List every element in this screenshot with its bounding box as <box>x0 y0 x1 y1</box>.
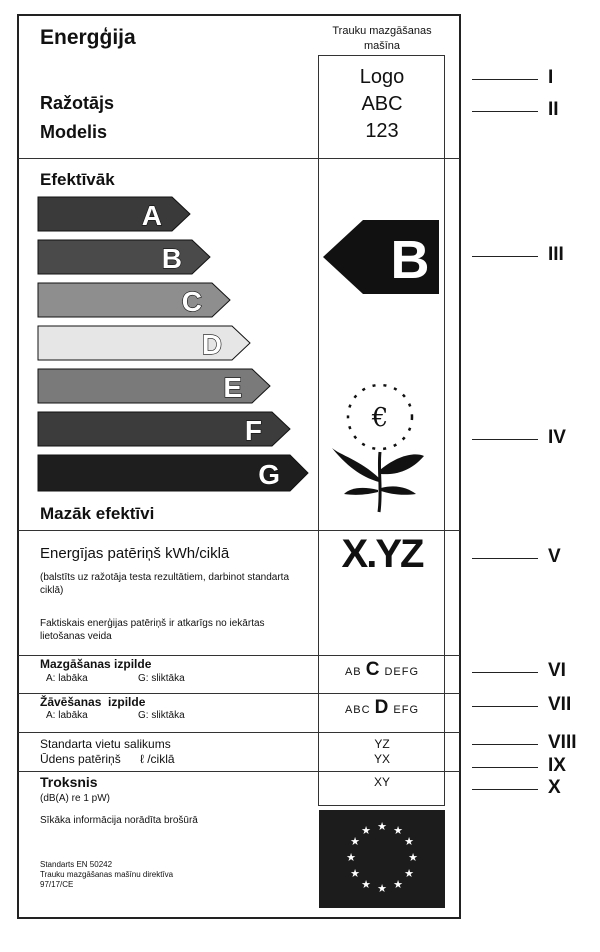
marker-viii: VIII <box>548 732 577 753</box>
standard-info <box>40 860 173 890</box>
consumption-title: Energījas patēriņš kWh/ciklā <box>40 545 230 562</box>
efficiency-bar-a <box>38 197 190 231</box>
svg-text:★: ★ <box>404 867 414 880</box>
model-value: 123 <box>365 120 399 142</box>
efficiency-bar-b <box>38 240 210 274</box>
svg-text:★: ★ <box>393 824 403 837</box>
water-unit: ℓ /ciklā <box>140 752 175 766</box>
pointer-line <box>472 744 538 745</box>
pointer-line <box>472 706 538 707</box>
efficiency-bar-d <box>38 326 250 360</box>
efficiency-bar-g <box>38 455 308 491</box>
svg-text:★: ★ <box>377 820 387 833</box>
consumption-note: (balstīts uz ražotāja testa rezultātiem, darbinot standarta ciklā) <box>40 572 290 596</box>
svg-text:★: ★ <box>393 878 403 891</box>
pointer-line <box>472 256 538 257</box>
svg-text:★: ★ <box>377 882 387 895</box>
svg-text:A: A <box>141 200 162 231</box>
svg-text:C: C <box>181 286 202 317</box>
svg-text:★: ★ <box>346 851 356 864</box>
marker-i: I <box>548 67 554 88</box>
svg-text:G: G <box>258 459 280 490</box>
eu-flag-icon <box>319 810 445 908</box>
rating-letter: B <box>390 230 430 290</box>
less-efficient-label: Mazāk efektīvi <box>40 504 155 523</box>
capacity-value: YZ <box>374 737 390 751</box>
info-brochure: Sīkāka informācija norādīta brošūrā <box>40 815 198 826</box>
drying-scale-a: A: labāka <box>46 710 88 721</box>
noise-unit: (dB(A) re 1 pW) <box>40 793 111 804</box>
efficiency-bar-c <box>38 283 230 317</box>
pointer-line <box>472 111 538 112</box>
capacity-label: Standarta vietu salikums <box>40 737 171 751</box>
marker-vi: VI <box>548 660 566 681</box>
svg-text:E: E <box>223 372 242 403</box>
svg-text:D: D <box>201 329 222 360</box>
more-efficient-label: Efektīvāk <box>40 170 115 189</box>
drying-title: Žāvēšanas izpilde <box>40 695 146 709</box>
water-value: YX <box>373 752 390 766</box>
consumption-actual-note: Faktiskais enerģijas patēriņš ir atkarīgs no iekārtas lietošanas veida <box>40 618 265 642</box>
model-label: Modelis <box>40 122 108 142</box>
appliance-type: Trauku mazgāšanas mašīna <box>332 25 432 52</box>
washing-title: Mazgāšanas izpilde <box>40 657 152 671</box>
pointer-line <box>472 79 538 80</box>
noise-value: XY <box>373 775 390 789</box>
marker-ix: IX <box>548 755 566 776</box>
washing-scale-g: G: sliktāka <box>138 673 185 684</box>
washing-scale-before: AB <box>344 666 362 678</box>
pointer-line <box>472 767 538 768</box>
pointer-line <box>472 439 538 440</box>
svg-text:★: ★ <box>350 835 360 848</box>
efficiency-bar-e <box>38 369 270 403</box>
marker-iv: IV <box>548 427 566 448</box>
svg-text:★: ★ <box>404 835 414 848</box>
directive-number: 97/17/CE <box>40 880 74 889</box>
drying-scale-before: ABC <box>344 704 371 716</box>
pointer-line <box>472 558 538 559</box>
noise-label: Troksnis <box>40 774 98 790</box>
washing-scale-a: A: labāka <box>46 673 88 684</box>
manufacturer-value: ABC <box>361 93 403 115</box>
marker-ii: II <box>548 99 559 120</box>
marker-vii: VII <box>548 694 572 715</box>
label-title: Energģija <box>40 26 136 49</box>
svg-text:F: F <box>244 415 262 446</box>
efficiency-bar-f <box>38 412 290 446</box>
rating-arrow <box>323 220 439 294</box>
washing-scale-after: DEFG <box>384 666 420 678</box>
drying-rating: D <box>374 697 390 718</box>
marker-iii: III <box>548 244 564 265</box>
svg-text:★: ★ <box>361 878 371 891</box>
svg-text:B: B <box>161 243 182 274</box>
svg-text:★: ★ <box>361 824 371 837</box>
washing-rating: C <box>365 659 381 680</box>
svg-text:★: ★ <box>408 851 418 864</box>
water-label: Ūdens patēriņš <box>40 752 121 766</box>
marker-x: X <box>548 777 561 798</box>
washing-rating-scale <box>320 659 444 681</box>
svg-text:€: € <box>371 403 389 433</box>
drying-scale-after: EFG <box>393 704 420 716</box>
standard-line: Standarts EN 50242 <box>40 860 113 869</box>
pointer-line <box>472 672 538 673</box>
manufacturer-label: Ražotājs <box>40 93 115 113</box>
directive-line: Trauku mazgāšanas mašīnu direktīva <box>40 870 174 879</box>
pointer-line <box>472 789 538 790</box>
marker-v: V <box>548 546 561 567</box>
drying-rating-scale <box>320 697 444 719</box>
logo-text: Logo <box>359 66 405 88</box>
svg-text:★: ★ <box>350 867 360 880</box>
consumption-value: X.YZ <box>341 532 423 576</box>
drying-scale-g: G: sliktāka <box>138 710 185 721</box>
eu-ecolabel-flower-icon <box>332 385 424 512</box>
